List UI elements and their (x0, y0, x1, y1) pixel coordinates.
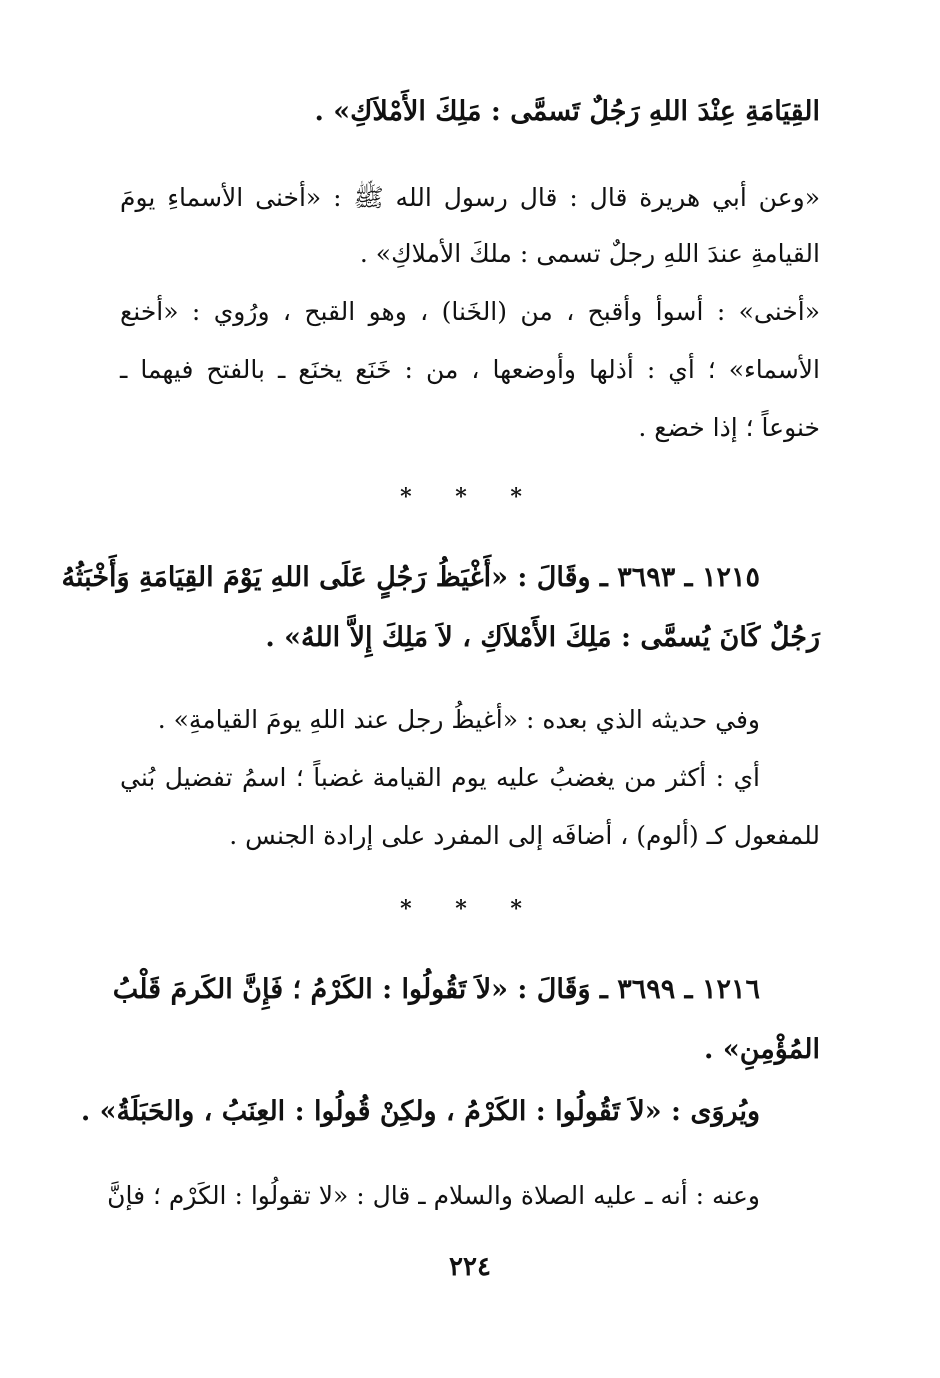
text-line-5: الأسماء» ؛ أي : أذلها وأوضعها ، من : خَنَع يخنَع ـ بالفتح فيهما ـ (120, 355, 820, 384)
text-line-4: «أخنى» : أسوأ وأقبح ، من (الخَنا) ، وهو القبح ، ورُوي : «أخنع (120, 297, 820, 326)
section-separator-1: * * * (400, 484, 540, 510)
text-line-1: القِيَامَةِ عِنْدَ اللهِ رَجُلٌ تَسمَّى : مَلِكَ الأَمْلاَكِ» . (314, 96, 820, 127)
text-line-6: خنوعاً ؛ إذا خضع . (638, 413, 820, 442)
text-line-15: وعنه : أنه ـ عليه الصلاة والسلام ـ قال : «لا تقولُوا : الكَرْم ؛ فإنَّ (107, 1181, 760, 1210)
text-line-2: «وعن أبي هريرة قال : قال رسول الله ﷺ : «أخنى الأسماءِ يومَ (120, 183, 820, 212)
text-line-11: للمفعول كـ (ألوم) ، أضافَه إلى المفرد على إرادة الجنس . (229, 821, 820, 850)
text-line-3: القيامةِ عندَ اللهِ رجلٌ تسمى : ملكَ الأملاكِ» . (359, 239, 820, 268)
hadith-1215-line-1: ١٢١٥ ـ ٣٦٩٣ ـ وقَالَ : «أَغْيَظُ رَجُلٍ عَلَى اللهِ يَوْمَ القِيَامَةِ وَأَخْبَثُهُ (61, 562, 760, 593)
page-number: ٢٢٤ (449, 1252, 491, 1282)
text-line-9: وفي حديثه الذي بعده : «أغيظُ رجل عند اللهِ يومَ القيامةِ» . (157, 705, 760, 734)
section-separator-2: * * * (400, 896, 540, 922)
text-line-14: ويُروَى : «لاَ تَقُولُوا : الكَرْمُ ، ولكِنْ قُولُوا : العِنَبُ ، والحَبَلَةُ» . (80, 1096, 760, 1127)
hadith-1216-line-1: ١٢١٦ ـ ٣٦٩٩ ـ وَقَالَ : «لاَ تَقُولُوا : الكَرْمُ ؛ فَإِنَّ الكَرمَ قَلْبُ (112, 974, 760, 1005)
hadith-1216-line-2: المُؤْمِنِ» . (704, 1034, 820, 1065)
text-line-10: أي : أكثر من يغضبُ عليه يوم القيامة غضباً ؛ اسمُ تفضيل بُني (120, 763, 760, 792)
hadith-1215-line-2: رَجُلٌ كَانَ يُسمَّى : مَلِكَ الأَمْلاَكِ ، لاَ مَلِكَ إِلاَّ اللهُ» . (265, 622, 820, 653)
